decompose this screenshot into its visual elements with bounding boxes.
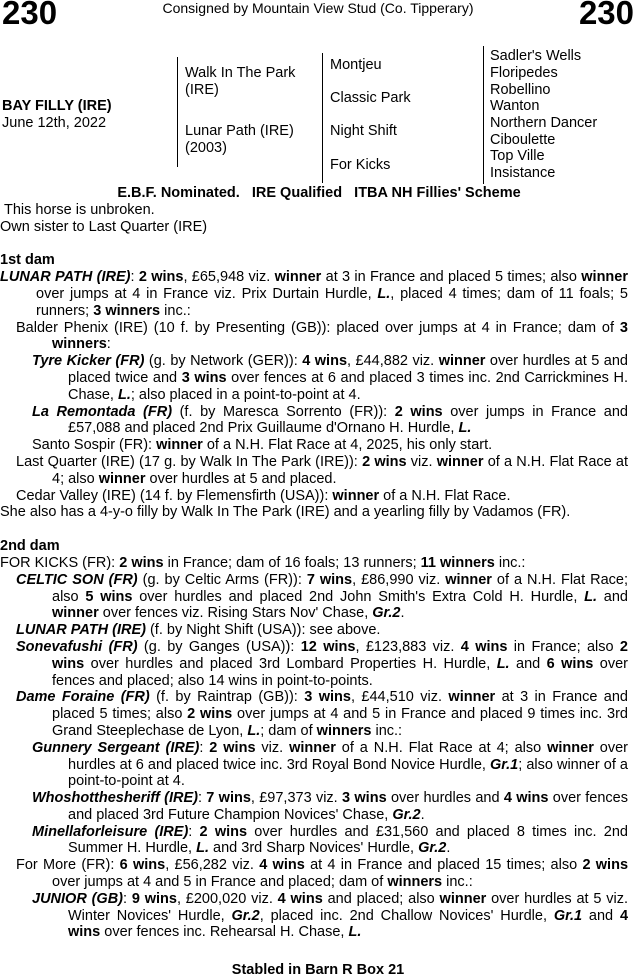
- text-run: over fences inc. Rehearsal H. Chase,: [100, 924, 349, 941]
- pedigree-ggp-2: Floripedes: [490, 65, 558, 81]
- text-run: over fences and placed 3rd Future Champion Novices' Chase,: [68, 790, 628, 823]
- catalogue-body: [0, 185, 628, 941]
- emphasis-text: 3 wins: [342, 790, 387, 807]
- text-run: , £86,990 viz.: [352, 571, 446, 588]
- emphasis-text: winner: [289, 739, 336, 756]
- emphasis-text: winners: [387, 874, 443, 891]
- emphasis-text: 2 wins: [582, 857, 629, 874]
- text-run: over jumps at 4 and 5 in France and placed 9 times inc. 3rd Grand Steeplechase de Lyon,: [52, 706, 628, 739]
- text-run: .: [400, 605, 405, 622]
- text-run: at 3 in France and placed 5 times; also: [52, 689, 628, 723]
- text-run: over hurdles at 5 and placed twice and: [68, 353, 628, 386]
- text-run: in France; also: [507, 638, 620, 655]
- text-run: :: [130, 269, 139, 286]
- emphasis-text: CELTIC SON (FR): [16, 571, 138, 588]
- emphasis-text: Sonevafushi (FR): [16, 638, 138, 655]
- pedigree-paragraph: [0, 437, 628, 454]
- emphasis-text: Minellaforleisure (IRE): [32, 823, 189, 840]
- emphasis-text: winner: [436, 453, 484, 470]
- stable-location: Stabled in Barn R Box 21: [231, 962, 405, 978]
- pedigree-ggp-7: Top Ville: [490, 148, 545, 164]
- pedigree-paragraph: [0, 572, 628, 622]
- emphasis-text: 4 wins: [68, 907, 629, 941]
- horse-name: BAY FILLY (IRE): [2, 98, 112, 114]
- text-run: of a N.H. Flat Race.: [379, 487, 511, 504]
- emphasis-text: 7 wins: [206, 790, 251, 807]
- text-run: (f. by Raintrap (GB)):: [149, 689, 305, 706]
- pedigree-paragraph: [0, 622, 628, 639]
- emphasis-text: L.: [496, 655, 510, 672]
- emphasis-text: 4 wins: [503, 790, 549, 807]
- text-run: ; also winner of a point-to-point at 4.: [68, 756, 628, 790]
- text-run: and: [597, 588, 628, 605]
- emphasis-text: 2 wins: [187, 706, 233, 723]
- text-run: :: [199, 739, 210, 756]
- emphasis-text: winner: [274, 269, 322, 286]
- text-run: , placed inc. 2nd Challow Novices' Hurdle,: [259, 907, 554, 924]
- pedigree-grandsire-1: Montjeu: [330, 57, 382, 73]
- emphasis-text: 9 wins: [131, 890, 177, 907]
- sister-note: Own sister to Last Quarter (IRE): [0, 218, 208, 235]
- pedigree-bracket-2: [322, 53, 323, 183]
- pedigree-ggp-4: Wanton: [490, 98, 540, 114]
- text-run: over hurdles and £31,560 and placed 8 times inc. 2nd Summer H. Hurdle,: [68, 823, 628, 857]
- emphasis-text: 7 wins: [306, 571, 353, 588]
- text-run: , £123,883 viz.: [355, 638, 461, 655]
- emphasis-text: Gr.2: [392, 806, 421, 823]
- pedigree-paragraph: [0, 689, 628, 739]
- pedigree-sire: Walk In The Park (IRE): [185, 65, 296, 98]
- text-run: inc.:: [494, 554, 526, 571]
- text-run: Santo Sospir (FR):: [32, 437, 157, 454]
- pedigree-paragraph: [0, 555, 628, 572]
- text-run: (f. by Night Shift (USA)): see above.: [145, 622, 381, 639]
- text-run: over jumps at 4 in France viz. Prix Durtain Hurdle,: [36, 285, 378, 302]
- emphasis-text: 2 wins: [52, 638, 628, 672]
- emphasis-text: winner: [581, 269, 628, 286]
- pedigree-paragraph: [0, 639, 628, 689]
- emphasis-text: Gunnery Sergeant (IRE): [32, 739, 200, 756]
- pedigree-ggp-8: Insistance: [490, 165, 556, 181]
- text-run: viz.: [406, 453, 437, 470]
- emphasis-text: 2 wins: [138, 269, 184, 286]
- emphasis-text: winner: [52, 605, 99, 622]
- text-run: inc.:: [160, 302, 191, 319]
- text-run: (f. by Maresca Sorrento (FR)):: [172, 403, 395, 420]
- text-run: viz.: [255, 739, 290, 756]
- pedigree-paragraph: [0, 269, 628, 319]
- text-run: over hurdles and placed 3rd Lombard Properties H. Hurdle,: [84, 655, 497, 672]
- emphasis-text: L.: [348, 924, 362, 941]
- emphasis-text: Gr.1: [490, 756, 519, 773]
- pedigree-ggp-5: Northern Dancer: [490, 115, 598, 131]
- text-run: over hurdles at 6 and placed twice inc. 3rd Royal Bond Novice Hurdle,: [68, 739, 628, 773]
- lot-number-right: 230: [578, 0, 634, 31]
- emphasis-text: winner: [448, 689, 496, 706]
- text-run: :: [197, 790, 207, 807]
- pedigree-paragraph: [0, 488, 628, 505]
- text-run: over jumps in France and £57,088 and placed 2nd Prix Guillaume d'Ornano H. Hurdle,: [68, 403, 628, 437]
- pedigree-paragraph: [0, 320, 628, 354]
- pedigree-paragraph: [0, 790, 628, 824]
- first-dam-section: [0, 269, 628, 521]
- emphasis-text: 2 wins: [199, 823, 248, 840]
- text-run: :: [123, 890, 132, 907]
- first-dam-heading: 1st dam: [0, 252, 55, 269]
- emphasis-text: L.: [247, 722, 261, 739]
- text-run: at 3 in France and placed 5 times; also: [321, 269, 582, 286]
- pedigree-paragraph: [0, 353, 628, 403]
- lot-number: 230: [2, 0, 58, 31]
- text-run: over hurdles and placed 2nd John Smith's Extra Cold H. Hurdle,: [132, 588, 585, 605]
- text-run: ; also placed in a point-to-point at 4.: [130, 386, 361, 403]
- pedigree-bracket-3: [483, 46, 484, 184]
- emphasis-text: LUNAR PATH (IRE): [0, 269, 131, 286]
- emphasis-text: 2 wins: [209, 739, 256, 756]
- emphasis-text: 3 winners: [93, 302, 161, 319]
- text-run: :: [188, 823, 200, 840]
- text-run: .: [446, 840, 451, 857]
- text-run: , £200,020 viz.: [176, 890, 278, 907]
- emphasis-text: L.: [196, 840, 210, 857]
- text-run: and: [582, 907, 620, 924]
- emphasis-text: 4 wins: [259, 857, 305, 874]
- text-run: (g. by Ganges (USA)):: [137, 638, 301, 655]
- emphasis-text: 3 wins: [181, 369, 227, 386]
- second-dam-section: [0, 555, 628, 941]
- emphasis-text: 11 winners: [420, 554, 495, 571]
- unbroken-note: This horse is unbroken.: [4, 201, 155, 218]
- emphasis-text: winner: [156, 437, 203, 454]
- emphasis-text: Dame Foraine (FR): [16, 689, 150, 706]
- emphasis-text: winner: [439, 890, 487, 907]
- emphasis-text: 3 wins: [304, 689, 351, 706]
- emphasis-text: Whoshotthesheriff (IRE): [32, 790, 198, 807]
- pedigree-granddam-2: For Kicks: [330, 157, 391, 173]
- text-run: FOR KICKS (FR):: [0, 554, 120, 571]
- pedigree-paragraph: [0, 857, 628, 891]
- text-run: of a N.H. Flat Race; also: [52, 571, 628, 605]
- emphasis-text: 5 wins: [85, 588, 133, 605]
- text-run: over fences and placed; also 14 wins in point-to-points.: [52, 655, 628, 689]
- text-run: over hurdles at 5 and placed.: [145, 470, 337, 487]
- emphasis-text: winner: [98, 470, 146, 487]
- text-run: :: [106, 336, 111, 353]
- text-run: For More (FR):: [16, 857, 120, 874]
- emphasis-text: 6 wins: [119, 857, 166, 874]
- emphasis-text: L.: [117, 386, 131, 403]
- text-run: and placed; also: [322, 890, 440, 907]
- text-run: , £56,282 viz.: [165, 857, 260, 874]
- pedigree-paragraph: [0, 504, 628, 521]
- nominations-line: E.B.F. Nominated. IRE Qualified ITBA NH Fillies' Scheme: [117, 185, 521, 201]
- emphasis-text: Gr.1: [553, 907, 583, 924]
- emphasis-text: Gr.2: [231, 907, 260, 924]
- emphasis-text: L.: [377, 285, 391, 302]
- pedigree-ggp-3: Robellino: [490, 82, 551, 98]
- pedigree-dam: Lunar Path (IRE) (2003): [185, 123, 294, 156]
- emphasis-text: 2 wins: [362, 453, 407, 470]
- text-run: She also has a 4-y-o filly by Walk In The Park (IRE) and a yearling filly by Vadamos (FR).: [0, 504, 571, 521]
- emphasis-text: L.: [458, 420, 472, 437]
- text-run: over jumps at 4 and 5 in France and placed; dam of: [52, 874, 388, 891]
- text-run: , £44,882 viz.: [347, 353, 439, 370]
- text-run: over hurdles at 5 viz. Winter Novices' Hurdle,: [68, 890, 628, 924]
- pedigree-ggp-1: Sadler's Wells: [490, 48, 582, 64]
- emphasis-text: 12 wins: [300, 638, 356, 655]
- pedigree-paragraph: [0, 824, 628, 858]
- text-run: , £44,510 viz.: [350, 689, 449, 706]
- text-run: in France; dam of 16 foals; 13 runners;: [163, 554, 421, 571]
- emphasis-text: 6 wins: [546, 655, 594, 672]
- pedigree-paragraph: [0, 454, 628, 488]
- emphasis-text: 4 wins: [277, 890, 323, 907]
- text-run: Cedar Valley (IRE) (14 f. by Flemensfirth (USA)):: [16, 487, 333, 504]
- emphasis-text: winner: [445, 571, 492, 588]
- text-run: (g. by Celtic Arms (FR)):: [137, 571, 307, 588]
- emphasis-text: 4 wins: [302, 353, 348, 370]
- text-run: at 4 in France and placed 15 times; also: [304, 857, 583, 874]
- second-dam-heading: 2nd dam: [0, 538, 60, 555]
- pedigree-ggp-6: Ciboulette: [490, 132, 556, 148]
- pedigree-bracket-1: [177, 57, 178, 167]
- emphasis-text: La Remontada (FR): [32, 403, 173, 420]
- text-run: , £65,948 viz.: [183, 269, 275, 286]
- text-run: of a N.H. Flat Race at 4; also: [335, 739, 548, 756]
- emphasis-text: L.: [584, 588, 598, 605]
- emphasis-text: 2 wins: [119, 554, 164, 571]
- text-run: over hurdles and: [386, 790, 504, 807]
- emphasis-text: 2 wins: [394, 403, 443, 420]
- consignor-line: Consigned by Mountain View Stud (Co. Tipperary): [162, 0, 474, 16]
- text-run: .: [420, 806, 425, 823]
- emphasis-text: 3 winners: [52, 319, 628, 353]
- text-run: ; dam of: [260, 722, 317, 739]
- text-run: and: [509, 655, 547, 672]
- pedigree-granddam-1: Classic Park: [330, 90, 411, 106]
- emphasis-text: winner: [547, 739, 594, 756]
- emphasis-text: 4 wins: [460, 638, 508, 655]
- text-run: , placed 4 times; dam of 11 foals; 5 runners;: [36, 285, 628, 319]
- text-run: of a N.H. Flat Race at 4; also: [52, 453, 629, 487]
- text-run: over fences viz. Rising Stars Nov' Chase,: [98, 605, 373, 622]
- pedigree-paragraph: [0, 891, 628, 941]
- text-run: inc.:: [442, 874, 473, 891]
- emphasis-text: winner: [438, 353, 486, 370]
- text-run: inc.:: [371, 722, 403, 739]
- text-run: over fences at 6 and placed 3 times inc. 2nd Carrickmines H. Chase,: [68, 369, 629, 403]
- emphasis-text: Gr.2: [418, 840, 447, 857]
- pedigree-paragraph: [0, 404, 628, 438]
- pedigree-paragraph: [0, 740, 628, 790]
- emphasis-text: winners: [316, 722, 372, 739]
- spacer: [0, 521, 628, 538]
- emphasis-text: Tyre Kicker (FR): [32, 353, 145, 370]
- pedigree-grandsire-2: Night Shift: [330, 123, 397, 139]
- spacer: [0, 235, 628, 252]
- text-run: , £97,373 viz.: [250, 790, 343, 807]
- emphasis-text: winner: [332, 487, 380, 504]
- text-run: Balder Phenix (IRE) (10 f. by Presenting (GB)): placed over jumps at 4 in France; dam of: [16, 319, 620, 336]
- emphasis-text: JUNIOR (GB): [32, 890, 124, 907]
- text-run: (g. by Network (GER)):: [144, 353, 303, 370]
- text-run: and 3rd Sharp Novices' Hurdle,: [209, 840, 419, 857]
- emphasis-text: LUNAR PATH (IRE): [16, 622, 146, 639]
- foaling-date: June 12th, 2022: [2, 115, 107, 131]
- text-run: Last Quarter (IRE) (17 g. by Walk In The Park (IRE)):: [16, 453, 363, 470]
- emphasis-text: Gr.2: [372, 605, 401, 622]
- text-run: of a N.H. Flat Race at 4, 2025, his only start.: [202, 437, 493, 454]
